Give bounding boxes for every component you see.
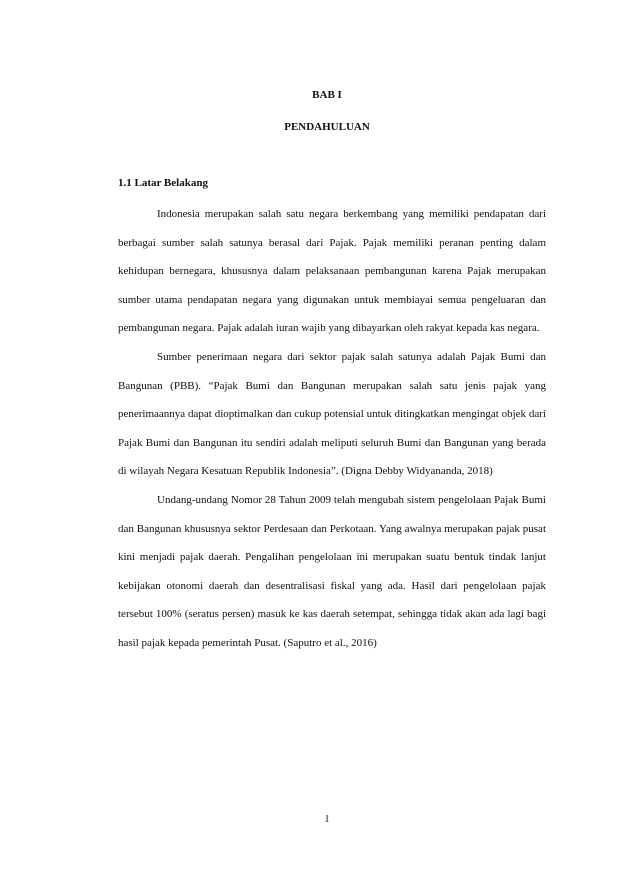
chapter-label: BAB I [312,89,342,101]
page-number: 1 [324,814,330,825]
chapter-title: PENDAHULUAN [284,121,370,133]
paragraph: Sumber penerimaan negara dari sektor pajak salah satunya adalah Pajak Bumi dan Bangunan (PBB). “Pajak Bumi dan Bangunan merupakan salah satu jenis pajak yang penerimaannya dapat dioptimalkan dan cukup potensial untuk ditingkatkan mengingat objek dari Pajak Bumi dan Bangunan itu sendiri adalah meliputi seluruh Bumi dan Bangunan yang berada di wilayah Negara Kesatuan Republik Indonesia”. (Digna Debby Widyananda, 2018) [118,350,546,478]
paragraph: Indonesia merupakan salah satu negara berkembang yang memiliki pendapatan dari berbagai sumber salah satunya berasal dari Pajak. Pajak memiliki peranan penting dalam kehidupan bernegara, khususnya dalam pelaksanaan pembangunan karena Pajak merupakan sumber utama pendapatan negara yang digunakan untuk membiayai semua pengeluaran dan pembangunan negara. Pajak adalah iuran wajib yang dibayarkan oleh rakyat kepada kas negara. [118,208,546,335]
section-heading: 1.1 Latar Belakang [118,177,208,189]
paragraph: Undang-undang Nomor 28 Tahun 2009 telah mengubah sistem pengelolaan Pajak Bumi dan Bangunan khususnya sektor Perdesaan dan Perkotaan. Yang awalnya merupakan pajak pusat kini menjadi pajak daerah. Pengalihan pengelolaan ini merupakan suatu bentuk tindak lanjut kebijakan otonomi daerah dan desentralisasi fiskal yang ada. Hasil dari pengelolaan pajak tersebut 100% (seratus persen) masuk ke kas daerah setempat, sehingga tidak akan ada lagi bagi hasil pajak kepada pemerintah Pusat. (Saputro et al., 2016) [118,493,546,649]
body-text [118,200,546,658]
